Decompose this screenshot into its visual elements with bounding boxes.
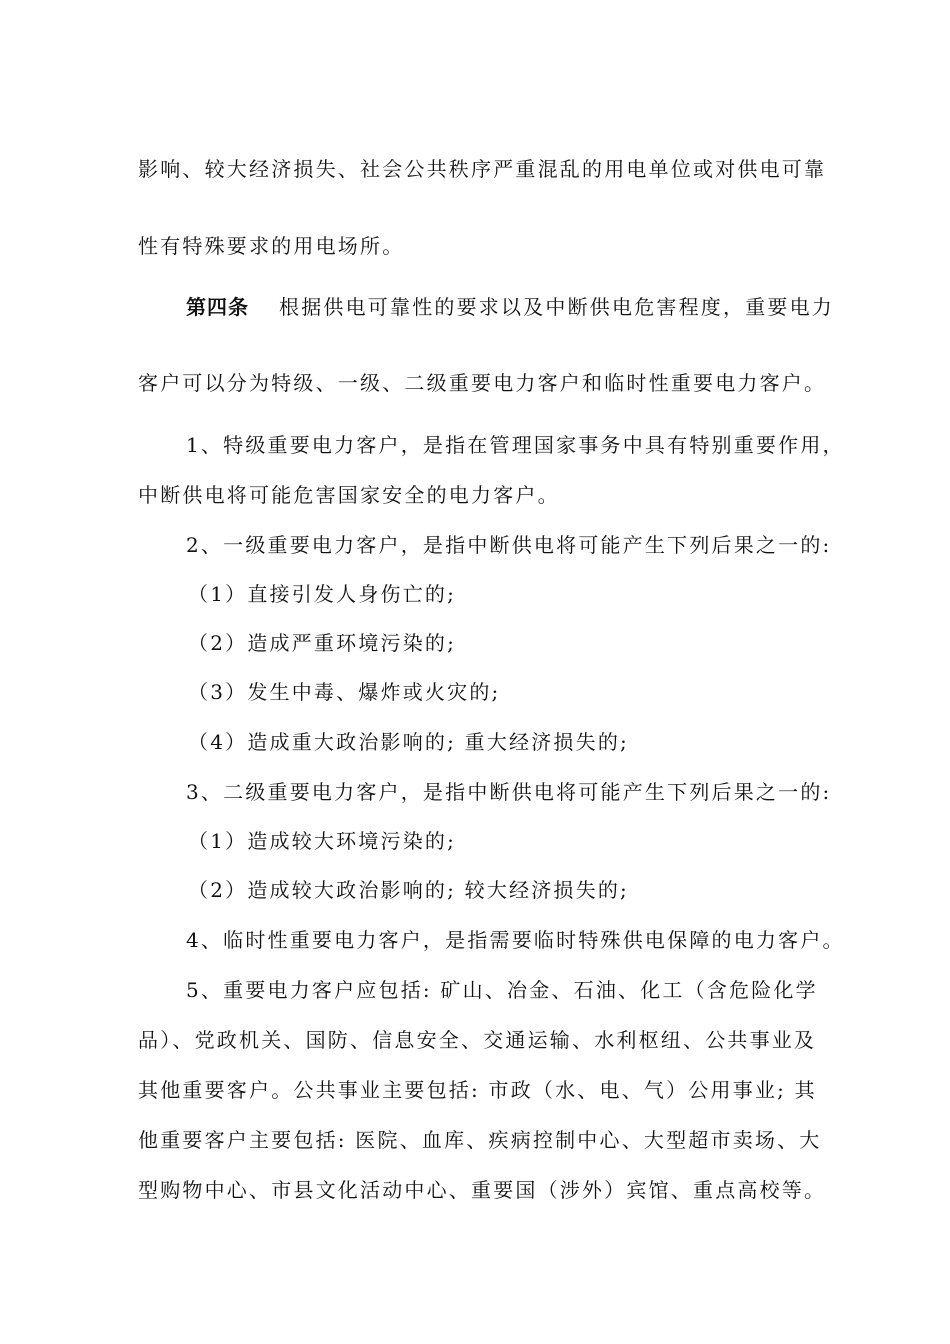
article-label: 第四条 <box>186 295 249 319</box>
sub-list-item: （2）造成严重环境污染的; <box>188 631 457 655</box>
paragraph-line: 中断供电将可能危害国家安全的电力客户。 <box>138 483 560 507</box>
paragraph-line: 性有特殊要求的用电场所。 <box>138 234 405 258</box>
list-item: 2、一级重要电力客户，是指中断供电将可能产生下列后果之一的: <box>186 533 832 557</box>
list-item: 4、临时性重要电力客户，是指需要临时特殊供电保障的电力客户。 <box>186 928 845 952</box>
sub-list-item: （1）直接引发人身伤亡的; <box>188 582 457 606</box>
paragraph-line: 客户可以分为特级、一级、二级重要电力客户和临时性重要电力客户。 <box>138 371 827 395</box>
list-item: 5、重要电力客户应包括: 矿山、冶金、石油、化工（含危险化学 <box>186 978 818 1002</box>
paragraph-line: 影响、较大经济损失、社会公共秩序严重混乱的用电单位或对供电可靠 <box>138 157 827 181</box>
article-four-line <box>186 293 886 321</box>
sub-list-item: （4）造成重大政治影响的; 重大经济损失的; <box>188 730 629 754</box>
paragraph-line: 他重要客户主要包括: 医院、血库、疾病控制中心、大型超市卖场、大 <box>138 1128 822 1152</box>
sub-list-item: （3）发生中毒、爆炸或火灾的; <box>188 680 501 704</box>
sub-list-item: （1）造成较大环境污染的; <box>188 829 457 853</box>
sub-list-item: （2）造成较大政治影响的; 较大经济损失的; <box>188 878 629 902</box>
paragraph-line: 品）、党政机关、国防、信息安全、交通运输、水利枢纽、公共事业及 <box>138 1028 817 1052</box>
list-item: 3、二级重要电力客户，是指中断供电将可能产生下列后果之一的: <box>186 780 832 804</box>
paragraph-line: 其他重要客户。公共事业主要包括: 市政（水、电、气）公用事业; 其 <box>138 1078 817 1102</box>
paragraph-line: 型购物中心、市县文化活动中心、重要国（涉外）宾馆、重点高校等。 <box>138 1178 827 1202</box>
list-item: 1、特级重要电力客户，是指在管理国家事务中具有特别重要作用， <box>186 433 845 457</box>
article-text: 根据供电可靠性的要求以及中断供电危害程度，重要电力 <box>279 295 834 319</box>
